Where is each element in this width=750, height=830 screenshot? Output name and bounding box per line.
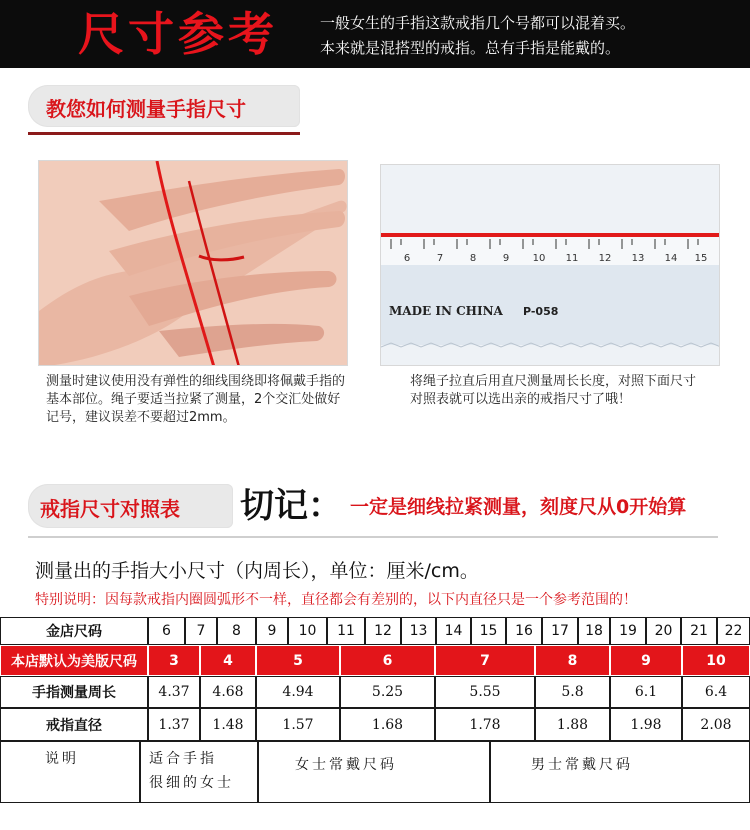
circumference-cell: 5.8 (535, 676, 610, 708)
page-title: 尺寸参考 (78, 7, 278, 61)
ruler-number: 10 (532, 253, 546, 264)
circumference-cell: 6.1 (610, 676, 682, 708)
table-row (0, 676, 750, 708)
men-size-cell (490, 741, 750, 803)
ruler-number: 12 (598, 253, 612, 264)
ruler-number: 9 (502, 253, 510, 264)
us-size-cell: 8 (535, 645, 610, 676)
measure-caption-right: 将绳子拉直后用直尺测量周长长度，对照下面尺寸对照表就可以选出亲的戒指尺寸了哦！ (410, 374, 697, 407)
header-note-line1: 一般女生的手指这款戒指几个号都可以混着买。 (320, 14, 636, 32)
us-size-cell: 5 (256, 645, 340, 676)
circumference-cell: 4.37 (148, 676, 200, 708)
table-row (0, 708, 750, 741)
table-row (0, 617, 750, 645)
banner-underline (28, 132, 300, 135)
description-label-cell (0, 741, 140, 803)
diameter-cell: 1.98 (610, 708, 682, 741)
ruler-illustration (381, 165, 720, 366)
gold-size-cell: 15 (471, 617, 506, 645)
gold-size-cell: 13 (401, 617, 436, 645)
circumference-cell: 5.25 (340, 676, 435, 708)
women-size-text: 女士常戴尺码 (295, 757, 397, 773)
hand-measure-photo (38, 160, 348, 366)
header-bar (0, 0, 750, 68)
ruler-photo (380, 164, 720, 366)
section-divider (28, 536, 718, 538)
gold-size-cell: 9 (256, 617, 288, 645)
gold-size-cell: 10 (288, 617, 327, 645)
hand-illustration (39, 161, 348, 366)
us-size-cell: 6 (340, 645, 435, 676)
gold-size-cell: 22 (717, 617, 750, 645)
gold-size-cell: 19 (610, 617, 646, 645)
ruler-number: 6 (403, 253, 411, 264)
diameter-cell: 1.88 (535, 708, 610, 741)
ruler-number: 7 (436, 253, 444, 264)
unit-line: 测量出的手指大小尺寸（内周长），单位：厘米/cm。 (35, 560, 479, 582)
description-row (0, 741, 750, 803)
us-size-cell: 9 (610, 645, 682, 676)
gold-size-cell: 21 (681, 617, 717, 645)
gold-size-cell: 8 (217, 617, 256, 645)
gold-size-cell: 18 (578, 617, 610, 645)
ruler-number: 11 (565, 253, 579, 264)
thin-finger-line1: 适合手指 (149, 751, 217, 767)
header-note-line2: 本来就是混搭型的戒指。总有手指是能戴的。 (320, 39, 621, 57)
circumference-cell: 4.94 (256, 676, 340, 708)
measure-caption-left: 测量时建议使用没有弹性的细线围绕即将佩戴手指的基本部位。绳子要适当拉紧了测量，2个交汇处做好记号，建议误差不要超过2mm。 (46, 374, 346, 425)
gold-size-cell: 12 (365, 617, 401, 645)
gold-size-cell: 17 (542, 617, 578, 645)
us-size-cell: 7 (435, 645, 535, 676)
description-label: 说明 (45, 751, 79, 767)
row-label-circumference: 手指测量周长 (0, 676, 148, 708)
diameter-cell: 1.57 (256, 708, 340, 741)
diameter-cell: 1.37 (148, 708, 200, 741)
gold-size-cell: 6 (148, 617, 185, 645)
row-label-diameter: 戒指直径 (0, 708, 148, 741)
warning-big: 切记： (240, 486, 342, 526)
gold-size-cell: 7 (185, 617, 217, 645)
ruler-number: 13 (631, 253, 645, 264)
diameter-cell: 1.48 (200, 708, 256, 741)
ruler-number: 15 (694, 253, 708, 264)
gold-size-cell: 16 (506, 617, 542, 645)
ruler-model: P-058 (523, 305, 559, 318)
warning-text (240, 478, 686, 527)
gold-size-cell: 14 (436, 617, 471, 645)
diameter-cell: 1.68 (340, 708, 435, 741)
row-label-us: 本店默认为美版尺码 (0, 645, 148, 676)
circumference-cell: 5.55 (435, 676, 535, 708)
gold-size-cell: 20 (646, 617, 681, 645)
gold-size-cell: 11 (327, 617, 365, 645)
thin-finger-line2: 很细的女士 (149, 775, 234, 791)
ruler-number: 8 (469, 253, 477, 264)
row-label-gold: 金店尺码 (0, 617, 148, 645)
us-size-cell: 4 (200, 645, 256, 676)
ruler-print: MADE IN CHINA (389, 304, 503, 318)
diameter-cell: 1.78 (435, 708, 535, 741)
size-chart-title: 戒指尺寸对照表 (40, 497, 180, 521)
measure-section-title: 教您如何测量手指尺寸 (46, 97, 246, 121)
women-size-cell (258, 741, 490, 803)
us-size-cell: 10 (682, 645, 750, 676)
warning-small: 一定是细线拉紧测量，刻度尺从0开始算 (350, 496, 687, 518)
us-size-cell: 3 (148, 645, 200, 676)
thin-finger-cell (140, 741, 258, 803)
diameter-cell: 2.08 (682, 708, 750, 741)
circumference-cell: 6.4 (682, 676, 750, 708)
measure-section-banner (28, 85, 300, 127)
size-chart-banner (28, 484, 233, 528)
ruler-number: 14 (664, 253, 678, 264)
table-row (0, 645, 750, 676)
men-size-text: 男士常戴尺码 (531, 757, 633, 773)
special-note: 特别说明：因每款戒指内圈圆弧形不一样，直径都会有差别的，以下内直径只是一个参考范围的！ (35, 592, 637, 608)
circumference-cell: 4.68 (200, 676, 256, 708)
